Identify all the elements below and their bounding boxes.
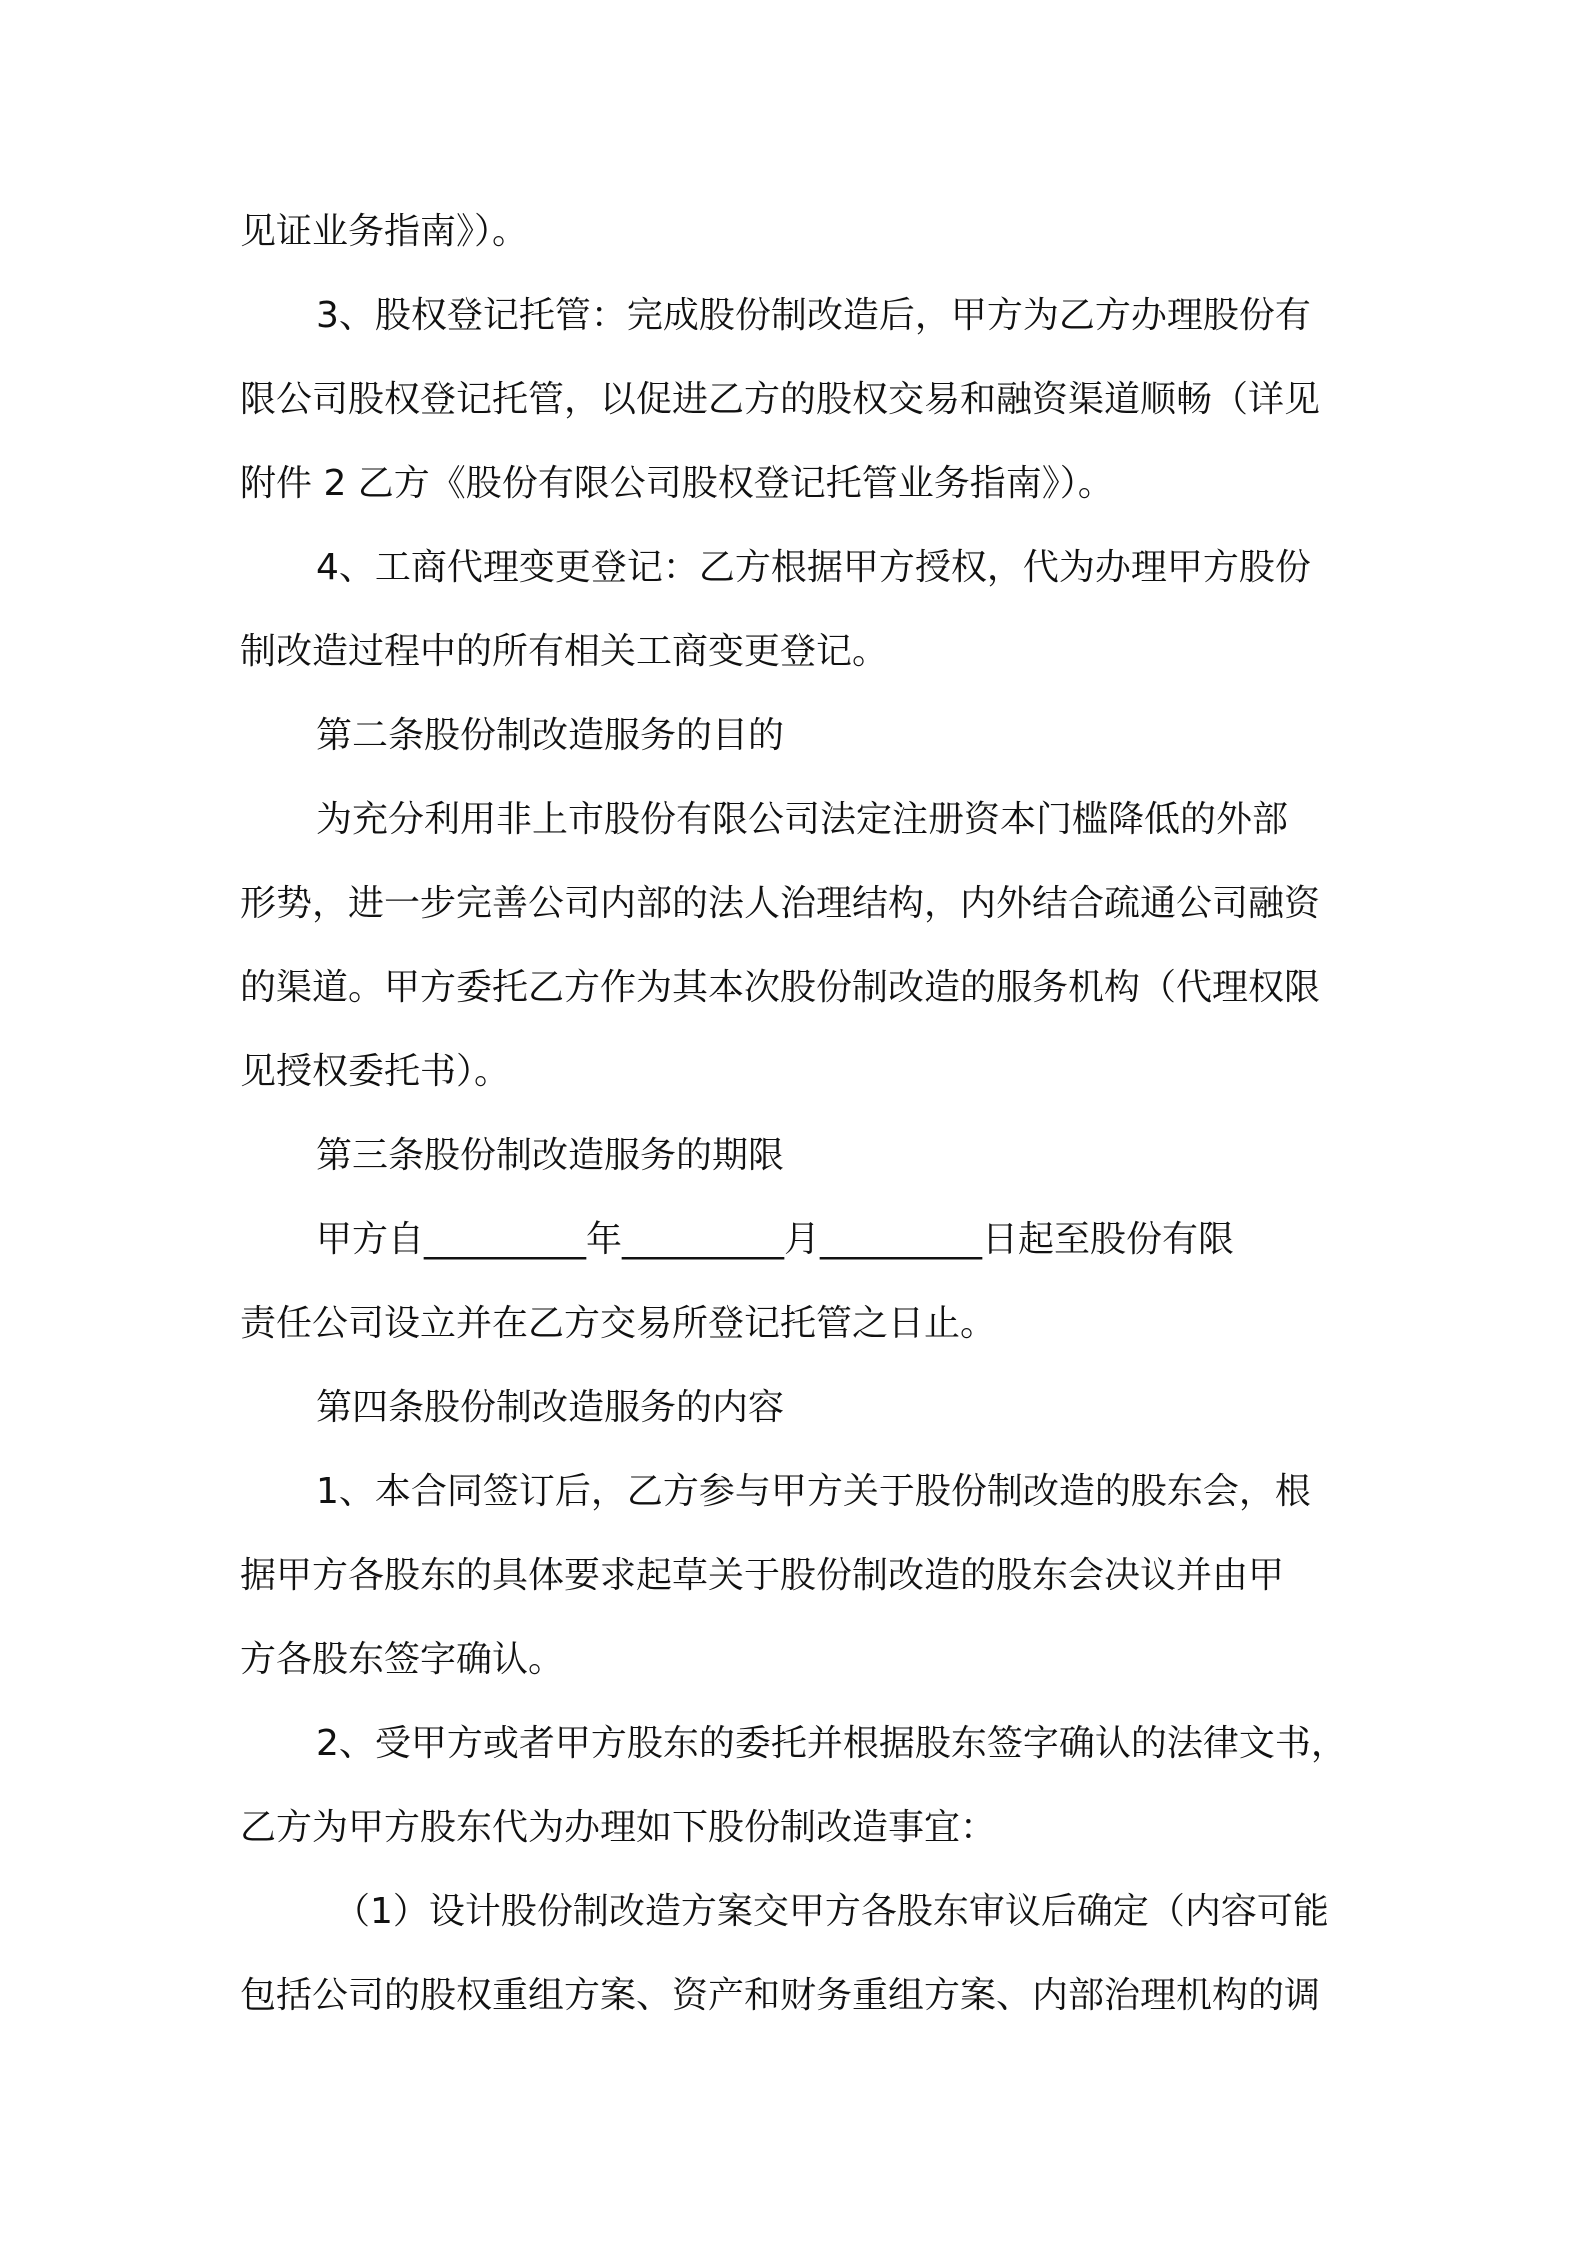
text-line: 2、受甲方或者甲方股东的委托并根据股东签字确认的法律文书， — [316, 1723, 1347, 1764]
section-heading: 第三条股份制改造服务的期限 — [316, 1135, 785, 1176]
text-line: 责任公司设立并在乙方交易所登记托管之日止。 — [240, 1303, 997, 1344]
text-line: 的渠道。甲方委托乙方作为其本次股份制改造的服务机构（代理权限 — [240, 967, 1321, 1008]
text-line: （1）设计股份制改造方案交甲方各股东审议后确定（内容可能 — [334, 1891, 1329, 1932]
section-heading: 第四条股份制改造服务的内容 — [316, 1387, 785, 1428]
text-line: 据甲方各股东的具体要求起草关于股份制改造的股东会决议并由甲 — [240, 1555, 1285, 1596]
text-line: 见授权委托书）。 — [240, 1051, 511, 1092]
text-line: 形势，进一步完善公司内部的法人治理结构，内外结合疏通公司融资 — [240, 883, 1321, 924]
text-line: 限公司股权登记托管，以促进乙方的股权交易和融资渠道顺畅（详见 — [240, 379, 1321, 420]
text-line: 甲方自_________年_________月_________日起至股份有限 — [316, 1219, 1235, 1260]
text-line: 附件 2 乙方《股份有限公司股权登记托管业务指南》）。 — [240, 463, 1114, 504]
text-line: 4、工商代理变更登记：乙方根据甲方授权，代为办理甲方股份 — [316, 547, 1311, 588]
text-line: 包括公司的股权重组方案、资产和财务重组方案、内部治理机构的调 — [240, 1975, 1321, 2016]
document-body — [240, 190, 1354, 2038]
text-line: 1、本合同签订后，乙方参与甲方关于股份制改造的股东会，根 — [316, 1471, 1311, 1512]
text-line: 见证业务指南》）。 — [240, 211, 529, 252]
section-heading: 第二条股份制改造服务的目的 — [316, 715, 785, 756]
text-line: 3、股权登记托管：完成股份制改造后，甲方为乙方办理股份有 — [316, 295, 1311, 336]
text-line: 为充分利用非上市股份有限公司法定注册资本门槛降低的外部 — [316, 799, 1289, 840]
text-line: 乙方为甲方股东代为办理如下股份制改造事宜： — [240, 1807, 997, 1848]
text-line: 方各股东签字确认。 — [240, 1639, 565, 1680]
text-line: 制改造过程中的所有相关工商变更登记。 — [240, 631, 889, 672]
